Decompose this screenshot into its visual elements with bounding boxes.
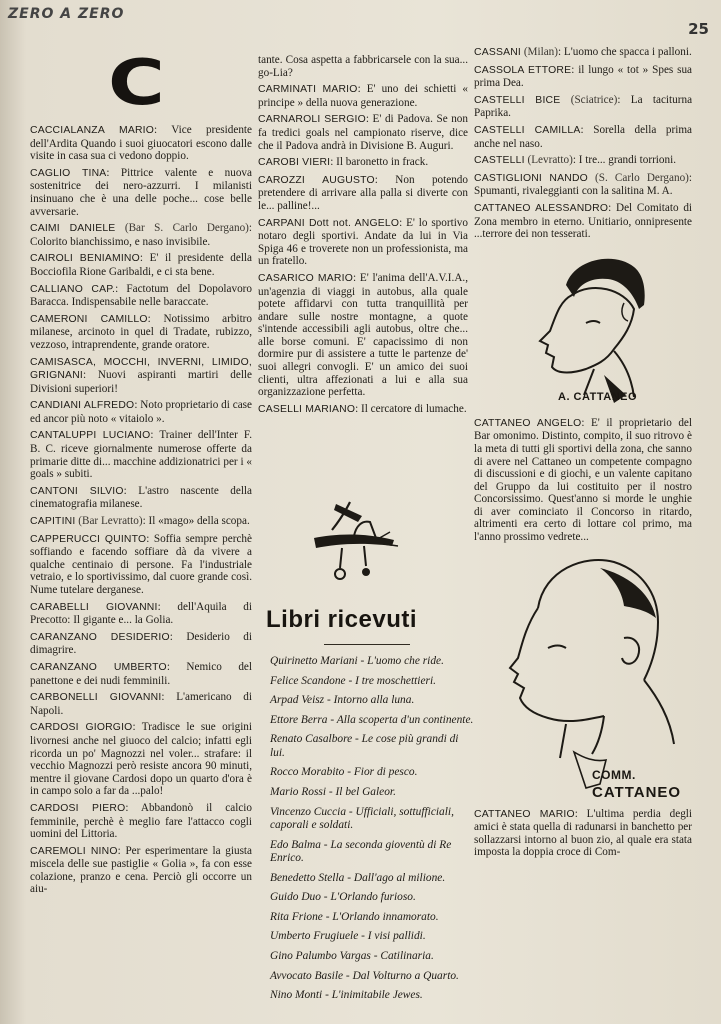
column-1 <box>30 124 252 900</box>
portrait-comm-cattaneo <box>474 548 692 804</box>
entry-name: CAROZZI AUGUSTO <box>258 174 375 186</box>
entry-name: CAGLIO TINA <box>30 167 107 179</box>
entry-name: CASTIGLIONI NANDO <box>474 172 588 184</box>
entry-name: CAPITINI <box>30 516 76 528</box>
directory-entry: CANTALUPPI LUCIANO: Trainer dell'Inter F. B. C. riceve giornalmente numerose offerte da primarie ditte di... macchine addizionatrici per i « goals » subiti. <box>30 429 253 481</box>
book-item: Nino Monti - L'inimitabile Jewes. <box>270 989 423 1002</box>
entry-affiliation: (Bar Levratto) <box>78 515 143 528</box>
entry-description: E' di Padova. Se non fa tredici goals nel campionato riserve, dice che il Padova andrà in Divisione B. Auguri. <box>258 113 468 152</box>
book-author: Ettore Berra <box>270 713 328 726</box>
book-title: Le cose più grandi di lui. <box>270 733 459 759</box>
entry-description: Il baronetto in frack. <box>336 156 429 169</box>
entry-name: CAIMI DANIELE <box>30 223 116 235</box>
entry-affiliation: (Sciatrice) <box>570 93 618 106</box>
section-letter: C <box>108 46 165 119</box>
directory-entry: CATTANEO MARIO: L'ultima perdia degli amici è stata quella di radunarsi in banchetto per sollazzarsi intorno al buon zio, al quale era stata imposta la doppia croce di Com- <box>474 807 692 859</box>
book-item: Rita Frione - L'Orlando innamorato. <box>270 910 439 923</box>
entry-description: Notissimo arbitro milanese, arcinoto in quel di Tradate, rubizzo, vezzoso, intraprendente, grande oratore. <box>30 312 252 351</box>
book-item: Quirinetto Mariani - L'uomo che ride. <box>270 655 444 667</box>
directory-entry: CASSOLA ETTORE: il lungo « tot » Spes sua prima Dea. <box>474 63 693 90</box>
book-title: Dall'ago al milione. <box>353 871 446 884</box>
entry-name: CARMINATI MARIO <box>258 84 358 96</box>
page-number: 25 <box>688 20 709 38</box>
book-author: Benedetto Stella <box>270 871 345 884</box>
directory-entry: CAPPERUCCI QUINTO: Soffia sempre perchè soffiando e facendo soffiare dà da vivere a qualche centinaio di persone. Fa l'industriale vetraio, e lo sportivissimo, dal cuore grande così. Nume tutelare derganese. <box>30 532 252 596</box>
entry-description: L'astro nascente della cinematografia milanese. <box>30 484 253 511</box>
directory-entry: CARDOSI PIERO: Abbandonò il calcio femminile, perchè è meglio fare l'attacco cogli uomini del Littoria. <box>30 801 252 841</box>
entry-name: CASSANI <box>474 47 522 58</box>
book-item: Ettore Berra - Alla scoperta d'un continente. <box>270 713 474 726</box>
entry-description: E' il presidente della Bocciofila Rione Garibaldi, e ci sta bene. <box>30 252 252 278</box>
heading-divider <box>324 644 410 645</box>
entry-description: E' il proprietario del Bar omonimo. Distinto, compito, il suo ritrovo è la meta di tutti gli sportivi della zona, che sanno di avere nel Cattaneo un competente compagno di discussioni e di giochi, e un valente capitano del Gruppo da lui costituito per il nostro Concorsissimo. Quest'anno si morde le unghie di aver cominciato il Concorso in ritardo, altrimenti era certo di lottare col primo, ma l'anno prossimo vedrete... <box>474 416 693 544</box>
directory-entry: CARDOSI GIORGIO: Tradisce le sue origini livornesi anche nel giuoco del calcio; infatti egli ricorda un po' Magnozzi nel voler... strafare: il vecchio Magnozzi però resiste ancora 90 minuti, mentre il giovane Cardosi dopo un quarto d'ora è in campo solo a far da ...palo! <box>30 721 252 798</box>
entry-name: CASARICO MARIO <box>258 272 353 284</box>
entry-name: CAPPERUCCI QUINTO <box>30 533 147 545</box>
directory-entry: CAROZZI AUGUSTO: Non potendo pretendere di arrivare alla palla si diverte con le... palline!... <box>258 173 468 212</box>
directory-entry: CACCIALANZA MARIO: Vice presidente dell'Ardita Quando i suoi giuocatori escono dalle visite in casa sua ci vedono doppio. <box>30 124 252 163</box>
book-item: Guido Duo - L'Orlando furioso. <box>270 891 416 904</box>
entry-name: CATTANEO ANGELO <box>474 417 582 429</box>
directory-entry: CASSANI (Milan): L'uomo che spacca i palloni. <box>474 46 692 58</box>
book-author: Rita Frione <box>270 910 323 923</box>
directory-entry: CARANZANO DESIDERIO: Desiderio di dimagrire. <box>30 630 252 657</box>
entry-description: Pittrice valente e nuova sostenitrice dei nero-azzurri. I milanisti insinuano che è una delle poche... cose belle avversarie. <box>30 166 252 218</box>
entry-name: CARDOSI PIERO <box>30 802 126 814</box>
book-title: Fior di pesco. <box>353 766 418 779</box>
entry-name: CARANZANO UMBERTO <box>30 661 167 673</box>
directory-entry: CAIROLI BENIAMINO: E' il presidente della Bocciofila Rione Garibaldi, e ci sta bene. <box>30 252 252 278</box>
entry-name: CASTELLI <box>474 155 525 167</box>
book-title: I tre moschettieri. <box>355 674 436 687</box>
entry-name: CARPANI Dott not. ANGELO <box>258 217 400 229</box>
directory-entry: CAMERONI CAMILLO: Notissimo arbitro milanese, arcinoto in quel di Tradate, rubizzo, vezzoso, intraprendente, grande oratore. <box>30 312 252 351</box>
column-3 <box>474 46 692 863</box>
book-item: Avvocato Basile - Dal Volturno a Quarto. <box>270 969 459 982</box>
book-title: L'uomo che ride. <box>367 655 444 667</box>
column-3-middle-entries <box>474 417 692 544</box>
entry-name: CASTELLI BICE <box>474 94 561 106</box>
directory-entry: CATTANEO ALESSANDRO: Del Comitato di Zona membro in eterno. Unitiario, onnipresente ...terrore dei non tesserati. <box>474 201 693 241</box>
directory-entry: CAMISASCA, MOCCHI, INVERNI, LIMIDO, GRIGNANI: Nuovi aspiranti martiri delle Divisioni superiori! <box>30 356 252 395</box>
entry-name: CAREMOLI NINO <box>30 845 118 857</box>
book-title: Dal Volturno a Quarto. <box>352 969 459 982</box>
books-received-heading: Libri ricevuti <box>266 606 418 633</box>
directory-entry: CATTANEO ANGELO: E' il proprietario del Bar omonimo. Distinto, compito, il suo ritrovo è la meta di tutti gli sportivi della zona, che sanno di avere nel Cattaneo un competente compagno di discussioni e di giochi, e un valente capitano del Gruppo da lui costituito per il nostro Concorsissimo. Quest'anno si morde le unghie di aver cominciato il Concorso in ritardo, altrimenti era certo di lottare col primo, ma l'anno prossimo vedrete... <box>474 416 693 544</box>
entry-name: CASTELLI CAMILLA <box>474 124 581 136</box>
book-title: Alla scoperta d'un continente. <box>336 713 474 726</box>
entry-name: CACCIALANZA MARIO <box>30 125 155 136</box>
directory-entry: CARPANI Dott not. ANGELO: E' lo sportivo notaro degli sportivi. Andate da lui in Via Spiga 46 e troverete non un professionista, ma un fratello. <box>258 216 468 268</box>
entry-name: CANTALUPPI LUCIANO <box>30 430 151 442</box>
book-item: Umberto Frugiuele - I visi pallidi. <box>270 930 426 943</box>
entry-description: Tradisce le sue origini livornesi anche nel giuoco del calcio; infatti egli ricorda un po' Magnozzi nel voler... strafare: il vecchio Magnozzi però resiste ancora 90 minuti, mentre il giovane Cardosi dopo un quarto d'ora è in campo solo a far da ...palo! <box>30 721 252 798</box>
directory-entry: CARANZANO UMBERTO: Nemico del panettone e dei nudi femminili. <box>30 660 252 687</box>
entry-description: L'americano di Napoli. <box>30 691 253 717</box>
book-item: Rocco Morabito - Fior di pesco. <box>270 766 418 779</box>
book-title: Intorno alla luna. <box>333 694 415 707</box>
entry-description: Factotum del Dopolavoro Baracca. Indispensabile nelle baraccate. <box>30 282 253 309</box>
airplane-icon <box>306 496 402 588</box>
book-title: L'inimitabile Jewes. <box>331 989 423 1002</box>
book-item: Arpad Veisz - Intorno alla luna. <box>270 694 415 707</box>
entry-description: Colorito bianchissimo, e naso invisibile. <box>30 235 211 248</box>
entry-name: CALLIANO CAP. <box>30 283 116 295</box>
book-item: Gino Palumbo Vargas - Catilinaria. <box>270 949 434 962</box>
entry-description: L'uomo che spacca i palloni. <box>563 46 692 58</box>
entry-description: Abbandonò il calcio femminile, perchè è meglio fare l'attacco cogli uomini del Littoria. <box>30 801 252 841</box>
entry-affiliation: (Bar S. Carlo Dergano) <box>124 222 249 235</box>
entry-affiliation: (S. Carlo Dergano) <box>595 171 689 184</box>
book-author: Rocco Morabito <box>270 766 345 779</box>
book-author: Guido Duo <box>270 891 321 904</box>
directory-entry: CAGLIO TINA: Pittrice valente e nuova sostenitrice dei nero-azzurri. I milanisti insinuano che è una delle poche... cose belle avversarie. <box>30 166 252 218</box>
book-author: Quirinetto Mariani <box>270 655 358 667</box>
book-author: Edo Balma <box>270 838 321 851</box>
portrait-a-cattaneo <box>474 245 692 413</box>
books-received-section <box>262 496 476 1009</box>
entry-affiliation: (Milan) <box>523 46 559 58</box>
entry-name: CAMISASCA, MOCCHI, INVERNI, LIMIDO, GRIGNANI <box>30 356 252 382</box>
directory-entry: CAIMI DANIELE (Bar S. Carlo Dergano): Colorito bianchissimo, e naso invisibile. <box>30 222 252 248</box>
book-title: Catilinaria. <box>380 949 434 962</box>
directory-entry: CAPITINI (Bar Levratto): Il «mago» della scopa. <box>30 515 250 528</box>
book-title: L'Orlando furioso. <box>330 891 416 904</box>
entry-description: Il «mago» della scopa. <box>148 515 250 528</box>
book-title: Il bel Galeor. <box>335 785 396 798</box>
entry-name: CANTONI SILVIO <box>30 485 124 497</box>
entry-description: tante. Cosa aspetta a fabbricarsele con la sua... go-Lia? <box>258 54 468 79</box>
entry-description: Vice presidente dell'Ardita Quando i suoi giuocatori escono dalle visite in casa sua ci vedono doppio. <box>30 124 252 163</box>
book-author: Vincenzo Cuccia <box>270 805 347 818</box>
book-item: Felice Scandone - I tre moschettieri. <box>270 674 436 687</box>
book-title: La seconda gioventù di Re Enrico. <box>270 838 452 864</box>
entry-description: Soffia sempre perchè soffiando e facendo soffiare dà da vivere a qualche centinaio di persone. Fa l'industriale vetraio, e lo sportivissimo, dal cuore grande così. Nume tutelare derganese. <box>30 532 252 596</box>
entry-description: E' uno dei schietti « principe » della nuova generazione. <box>258 83 469 109</box>
book-item: Benedetto Stella - Dall'ago al milione. <box>270 871 446 884</box>
entry-description: Trainer dell'Inter F. B. C. riceve giornalmente numerose offerte da primarie ditte di... macchine addizionatrici per i « goals » subiti. <box>30 429 253 481</box>
entry-name: CARDOSI GIORGIO <box>30 722 133 734</box>
directory-entry: CARBONELLI GIOVANNI: L'americano di Napoli. <box>30 691 253 717</box>
entry-description: Noto proprietario di case ed ancor più noto « vitaiolo ». <box>30 399 252 425</box>
directory-entry: CALLIANO CAP.: Factotum del Dopolavoro Baracca. Indispensabile nelle baraccate. <box>30 282 253 309</box>
directory-entry <box>258 54 468 79</box>
entry-description: I tre... grandi torrioni. <box>578 154 676 167</box>
entry-description: E' lo sportivo notaro degli sportivi. Andate da lui in Via Spiga 46 e troverete non un professionista, ma un fratello. <box>258 216 468 268</box>
book-item: Edo Balma - La seconda gioventù di Re Enrico. <box>270 838 452 864</box>
entry-name: CASSOLA ETTORE <box>474 64 572 76</box>
book-title: I visi pallidi. <box>367 930 426 943</box>
directory-entry: CASTELLI CAMILLA: Sorella della prima anche nel naso. <box>474 123 693 150</box>
entry-name: CARANZANO DESIDERIO <box>30 631 170 643</box>
directory-entry: CANDIANI ALFREDO: Noto proprietario di case ed ancor più noto « vitaiolo ». <box>30 399 252 425</box>
column-3-top-entries <box>474 46 692 241</box>
entry-name: CANDIANI ALFREDO <box>30 400 135 412</box>
entry-description: La taciturna Paprika. <box>474 93 693 120</box>
entry-description: L'ultima perdia degli amici è stata quella di radunarsi in banchetto per sollazzarsi intorno al buon zio, al quale era stata imposta la doppia croce di Com- <box>474 807 692 859</box>
directory-entry: CASTIGLIONI NANDO (S. Carlo Dergano): Spumanti, rivaleggianti con la salitina M. A. <box>474 171 692 198</box>
entry-affiliation: (Levratto) <box>527 154 573 167</box>
directory-entry: CASTELLI (Levratto): I tre... grandi torrioni. <box>474 154 676 167</box>
entry-name: CARABELLI GIOVANNI <box>30 601 158 613</box>
entry-name: CATTANEO MARIO <box>474 808 575 820</box>
book-title: Ufficiali, sottufficiali, caporali e soldati. <box>270 805 454 831</box>
entry-name: CATTANEO ALESSANDRO <box>474 202 609 214</box>
caricature-a-cattaneo-drawing <box>474 245 692 413</box>
column-2 <box>258 54 468 420</box>
entry-name: CASELLI MARIANO <box>258 403 356 415</box>
book-author: Renato Casalbore <box>270 733 353 746</box>
entry-name: CARBONELLI GIOVANNI <box>30 692 162 704</box>
book-author: Umberto Frugiuele <box>270 930 359 943</box>
directory-entry: CAREMOLI NINO: Per esperimentare la giusta miscela delle sue pastiglie « Golia », fa con esse colazione, pranzo e cena. Perciò gli occorre un aiu- <box>30 844 252 896</box>
portrait-caption-line-2: CATTANEO <box>592 783 682 801</box>
book-author: Nino Monti <box>270 989 323 1002</box>
entry-description: il lungo « tot » Spes sua prima Dea. <box>474 63 693 90</box>
entry-description: Nuovi aspiranti martiri delle Divisioni superiori! <box>30 369 252 395</box>
running-header: ZERO A ZERO <box>8 6 125 22</box>
book-item: Mario Rossi - Il bel Galeor. <box>270 785 396 798</box>
entry-description: Nemico del panettone e dei nudi femminili. <box>30 660 252 687</box>
book-title: L'Orlando innamorato. <box>332 910 439 923</box>
entry-description: Desiderio di dimagrire. <box>30 630 252 657</box>
entry-description: E' l'anima dell'A.V.I.A., un'agenzia di viaggi in autobus, alla quale potete affidarvi con tutta tranquillità per andare sulle nostre montagne, a quote s'intende accessibili agli autobus, oltre che... alle borse comuni. E' capacissimo di non dormire pur di assistere a tutte le partenze de' suoi allegri convogli. E' un amico dei suoi clienti, ultra affezionati a lui e alla sua organizzazione perfetta. <box>258 271 468 399</box>
portrait-caption-comm-cattaneo <box>592 766 681 802</box>
directory-entry: CASTELLI BICE (Sciatrice): La taciturna Paprika. <box>474 93 693 120</box>
directory-entry: CANTONI SILVIO: L'astro nascente della cinematografia milanese. <box>30 484 253 511</box>
entry-description: Del Comitato di Zona membro in eterno. Unitiario, onnipresente ...terrore dei non tesserati. <box>474 201 693 241</box>
entry-description: Sorella della prima anche nel naso. <box>474 123 693 150</box>
book-author: Avvocato Basile <box>270 969 344 982</box>
book-item: Vincenzo Cuccia - Ufficiali, sottufficiali, caporali e soldati. <box>270 805 454 831</box>
entry-name: CAIROLI BENIAMINO <box>30 253 140 265</box>
entry-description: Non potendo pretendere di arrivare alla palla si diverte con le... palline!... <box>258 173 468 212</box>
column-3-bottom-entries <box>474 808 692 859</box>
book-author: Arpad Veisz <box>270 694 325 707</box>
directory-entry: CARABELLI GIOVANNI: dell'Aquila di Precotto: Il gigante e... la Golia. <box>30 600 252 627</box>
book-author: Mario Rossi <box>270 785 327 798</box>
directory-entry: CARMINATI MARIO: E' uno dei schietti « principe » della nuova generazione. <box>258 83 469 109</box>
directory-entry: CAROBI VIERI: Il baronetto in frack. <box>258 156 429 169</box>
entry-description: Per esperimentare la giusta miscela delle sue pastiglie « Golia », fa con esse colazione, pranzo e cena. Perciò gli occorre un aiu- <box>30 844 252 896</box>
directory-entry: CASARICO MARIO: E' l'anima dell'A.V.I.A., un'agenzia di viaggi in autobus, alla quale potete affidarvi con tutta tranquillità per andare sulle nostre montagne, a quote s'intende accessibili agli autobus, oltre che... alle borse comuni. E' capacissimo di non dormire pur di assistere a tutte le partenze de' suoi allegri convogli. E' un amico dei suoi clienti, ultra affezionati a lui e alla sua organizzazione perfetta. <box>258 271 468 399</box>
entry-name: CARNAROLI SERGIO <box>258 114 366 126</box>
entry-name: CAMERONI CAMILLO <box>30 313 148 325</box>
entry-description: dell'Aquila di Precotto: Il gigante e... la Golia. <box>30 600 252 627</box>
directory-entry: CARNAROLI SERGIO: E' di Padova. Se non fa tredici goals nel campionato riserve, dice che il Padova andrà in Divisione B. Auguri. <box>258 113 468 152</box>
entry-name: CAROBI VIERI <box>258 157 331 169</box>
portrait-caption-a-cattaneo: A. CATTANEO <box>558 390 638 403</box>
airplane-illustration <box>306 496 476 592</box>
portrait-caption-line-1: COMM. <box>592 767 636 782</box>
book-author: Felice Scandone <box>270 674 346 687</box>
entry-description: Spumanti, rivaleggianti con la salitina M. A. <box>474 185 673 198</box>
entry-description: Il cercatore di lumache. <box>361 402 467 415</box>
book-author: Gino Palumbo Vargas <box>270 949 371 962</box>
book-item: Renato Casalbore - Le cose più grandi di lui. <box>270 733 459 759</box>
directory-entry: CASELLI MARIANO: Il cercatore di lumache. <box>258 402 467 415</box>
books-list <box>262 655 476 1003</box>
